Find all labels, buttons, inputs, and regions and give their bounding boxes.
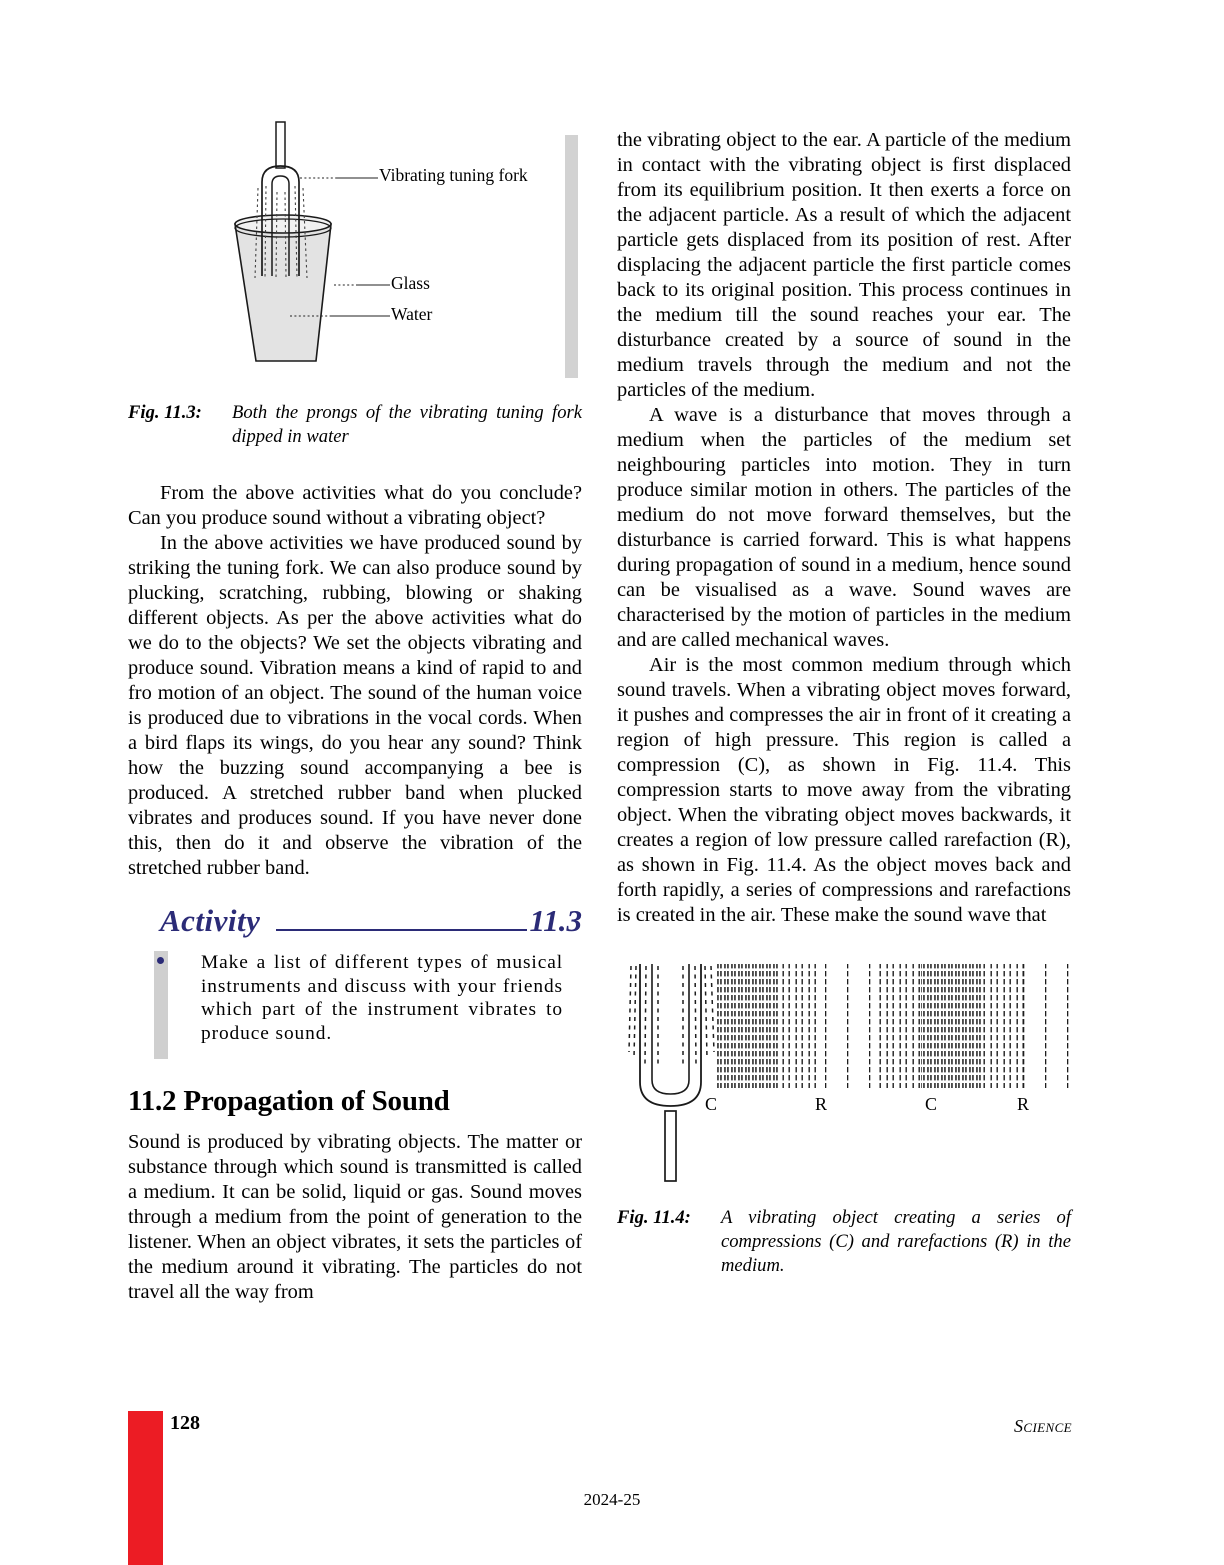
figure-11-3-caption <box>128 401 582 449</box>
figure-11-3 <box>128 118 582 383</box>
figure-side-accent-bar <box>565 135 578 378</box>
bullet-icon <box>157 957 164 964</box>
activity-accent-bar <box>154 951 168 1059</box>
figure-11-4 <box>617 954 1071 1196</box>
activity-number: 11.3 <box>529 903 582 938</box>
activity-header <box>128 903 582 939</box>
right-paragraph-1: the vibrating object to the ear. A particle of the medium in contact with the vibrating object is first displaced from its equilibrium position. It then exerts a force on the adjacent particle. As a result of which the adjacent particle gets displaced from its position of rest. After displacing the adjacent particle the first particle comes back to its original position. This process continues in the medium till the sound reaches your ear. The disturbance created by a source of sound in the medium travels through the medium and not the particles of the medium. <box>617 129 1071 401</box>
activity-rule <box>276 928 527 931</box>
left-column <box>128 118 582 1305</box>
figure-11-4-marker-compression-2: C <box>925 1094 938 1114</box>
activity-body <box>128 951 582 1059</box>
page-number: 128 <box>170 1412 200 1434</box>
section-heading: 11.2 Propagation of Sound <box>128 1085 450 1117</box>
activity-list-item: Make a list of different types of musical instruments and discuss with your friends which part of the instrument vibrates to produce sound. <box>201 952 563 1044</box>
tuning-fork-in-glass-illustration <box>218 118 582 380</box>
footer-subject-label: Science <box>1013 1416 1072 1436</box>
figure-11-3-label-water: Water <box>391 304 433 324</box>
compression-rarefaction-illustration <box>625 954 1071 1196</box>
left-paragraph-1: From the above activities what do you conclude? Can you produce sound without a vibrating object? <box>128 482 582 529</box>
figure-11-4-marker-rarefaction-2: R <box>1017 1094 1030 1114</box>
activity-block <box>128 903 582 1059</box>
figure-11-4-marker-rarefaction-1: R <box>815 1094 828 1114</box>
section-paragraph-1: Sound is produced by vibrating objects. The matter or substance through which sound is transmitted is called a medium. It can be solid, liquid or gas. Sound moves through a medium from the point of generation to the listener. When an object vibrates, it sets the particles of the medium around it vibrating. The particles do not travel all the way from <box>128 1131 582 1303</box>
figure-11-4-number: Fig. 11.4: <box>617 1207 691 1228</box>
left-paragraph-2: In the above activities we have produced sound by striking the tuning fork. We can also produce sound by plucking, scratching, rubbing, blowing or shaking different objects. As per the above activities what do we do to the objects? We set the objects vibrating and produce sound. Vibration means a kind of rapid to and fro motion of an object. The sound of the human voice is produced due to vibrations in the vocal cords. When a bird flaps its wings, do you hear any sound? Think how the buzzing sound accompanying a bee is produced. A stretched rubber band when plucked vibrates and produces sound. If you have never done this, then do it and observe the vibration of the stretched rubber band. <box>128 532 582 879</box>
activity-title: Activity <box>160 903 261 938</box>
right-paragraph-3: Air is the most common medium through which sound travels. When a vibrating object moves forward, it pushes and compresses the air in front of it creating a region of high pressure. This region is called a compression (C), as shown in Fig. 11.4. This compression starts to move away from the vibrating object. When the vibrating object moves backwards, it creates a region of low pressure called rarefaction (R), as shown in Fig. 11.4. As the object moves back and forth rapidly, a series of compressions and rarefactions is created in the air. These make the sound wave that <box>617 654 1071 926</box>
figure-11-3-label-fork: Vibrating tuning fork <box>379 165 528 185</box>
figure-11-4-caption <box>617 1206 1071 1278</box>
footer-accent-bar <box>128 1411 163 1565</box>
figure-11-3-number: Fig. 11.3: <box>128 402 202 423</box>
footer-year-label: 2024-25 <box>583 1490 641 1509</box>
figure-11-4-caption-text: A vibrating object creating a series of compressions (C) and rarefactions (R) in the medium. <box>721 1207 1071 1276</box>
right-paragraph-2: A wave is a disturbance that moves through a medium when the particles of the medium set neighbouring particles into motion. They in turn produce similar motion in others. The particles of the medium do not move forward themselves, but the disturbance is carried forward. This is what happens during propagation of sound in a medium, hence sound can be visualised as a wave. Sound waves are characterised by the motion of particles in the medium and are called mechanical waves. <box>617 404 1071 651</box>
figure-11-3-caption-text: Both the prongs of the vibrating tuning fork dipped in water <box>232 402 582 447</box>
figure-11-3-label-glass: Glass <box>391 273 430 293</box>
figure-11-4-marker-compression-1: C <box>705 1094 718 1114</box>
right-column <box>617 128 1071 1278</box>
